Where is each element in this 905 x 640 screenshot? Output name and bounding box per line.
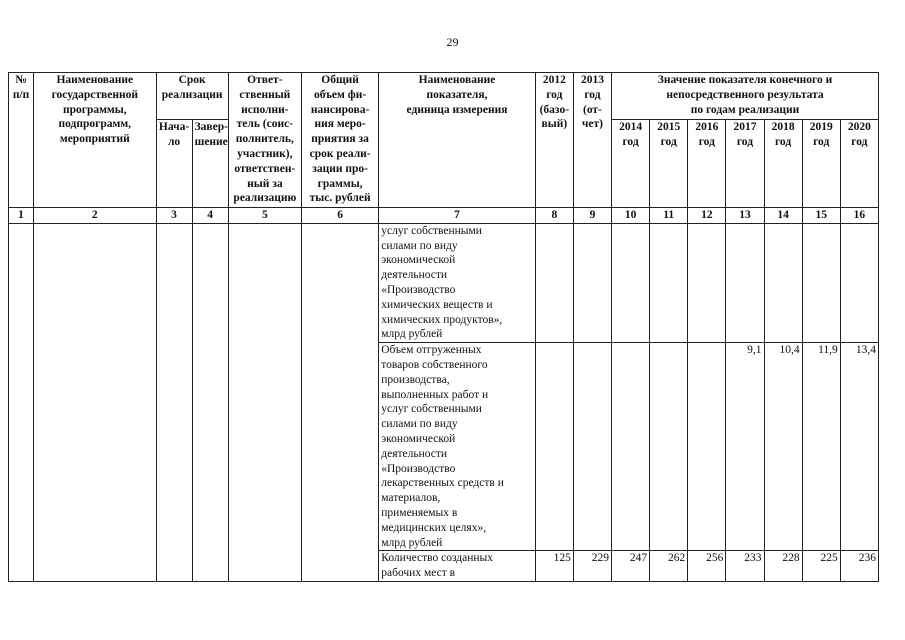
- column-number: 14: [764, 208, 802, 224]
- table-row: [9, 223, 879, 342]
- column-number: 9: [573, 208, 611, 224]
- cell-value-2012: 125: [535, 551, 573, 582]
- cell-indicator-name: Объем отгруженных товаров собственного производства, выполненных работ и услуг собственными силами по виду экономической деятельности «Производство лекарственных средств и материалов, применяемых в медицинских целях», млрд рублей: [379, 343, 536, 551]
- header-year-2019: 2019 год: [802, 120, 840, 208]
- cell-indicator-name: услуг собственными силами по виду экономической деятельности «Производство химических веществ и химических продуктов», млрд рублей: [379, 223, 536, 342]
- column-number-row: [9, 208, 879, 224]
- header-2012-base: 2012 год (базо- вый): [535, 73, 573, 208]
- cell-value-2020: [840, 223, 878, 342]
- header-row-number: № п/п: [9, 73, 34, 208]
- cell-value-2018: 228: [764, 551, 802, 582]
- cell-value-2012: [535, 223, 573, 342]
- cell-value-2013: [573, 223, 611, 342]
- header-period-start: Нача- ло: [156, 120, 192, 208]
- cell-value-2013: 229: [573, 551, 611, 582]
- column-number: 3: [156, 208, 192, 224]
- column-number: 2: [34, 208, 156, 224]
- cell-value-2014: [612, 223, 650, 342]
- column-number: 1: [9, 208, 34, 224]
- page-number: 29: [446, 35, 459, 49]
- column-number: 8: [535, 208, 573, 224]
- column-number: 12: [688, 208, 726, 224]
- cell-value-2016: 256: [688, 551, 726, 582]
- cell-value-2017: [726, 223, 764, 342]
- column-number: 13: [726, 208, 764, 224]
- column-number: 10: [612, 208, 650, 224]
- cell-value-2020: 236: [840, 551, 878, 582]
- column-number: 15: [802, 208, 840, 224]
- header-funding: Общий объем фи- нансирова- ния меро- приятия за срок реали- зации про- граммы, тыс. рублей: [301, 73, 378, 208]
- cell-funding: [301, 223, 378, 581]
- header-year-2015: 2015 год: [650, 120, 688, 208]
- cell-value-2013: [573, 343, 611, 551]
- cell-value-2019: [802, 223, 840, 342]
- header-year-2017: 2017 год: [726, 120, 764, 208]
- cell-value-2014: 247: [612, 551, 650, 582]
- cell-value-2018: 10,4: [764, 343, 802, 551]
- cell-value-2016: [688, 223, 726, 342]
- cell-value-2017: 9,1: [726, 343, 764, 551]
- cell-value-2016: [688, 343, 726, 551]
- header-program-name: Наименование государственной программы, подпрограмм, мероприятий: [34, 73, 156, 208]
- cell-indicator-name: Количество созданных рабочих мест в: [379, 551, 536, 582]
- cell-value-2019: 11,9: [802, 343, 840, 551]
- column-number: 16: [840, 208, 878, 224]
- cell-value-2020: 13,4: [840, 343, 878, 551]
- cell-value-2017: 233: [726, 551, 764, 582]
- cell-period-start: [156, 223, 192, 581]
- header-year-2018: 2018 год: [764, 120, 802, 208]
- cell-row-number: [9, 223, 34, 581]
- header-period: Срок реализации: [156, 73, 228, 120]
- column-number: 4: [192, 208, 228, 224]
- column-number: 11: [650, 208, 688, 224]
- cell-value-2018: [764, 223, 802, 342]
- cell-period-end: [192, 223, 228, 581]
- cell-value-2014: [612, 343, 650, 551]
- header-period-end: Завер- шение: [192, 120, 228, 208]
- cell-value-2015: 262: [650, 551, 688, 582]
- header-year-2014: 2014 год: [612, 120, 650, 208]
- header-year-2016: 2016 год: [688, 120, 726, 208]
- column-number: 5: [228, 208, 301, 224]
- header-responsible: Ответ- ственный исполни- тель (соис- полнитель, участник), ответствен- ный за реализацию: [228, 73, 301, 208]
- cell-value-2019: 225: [802, 551, 840, 582]
- header-indicator-name: Наименование показателя, единица измерения: [379, 73, 536, 208]
- header-2013-report: 2013 год (от- чет): [573, 73, 611, 208]
- cell-value-2015: [650, 223, 688, 342]
- cell-value-2015: [650, 343, 688, 551]
- indicator-table: [8, 72, 879, 582]
- cell-program-name: [34, 223, 156, 581]
- cell-value-2012: [535, 343, 573, 551]
- column-number: 6: [301, 208, 378, 224]
- column-number: 7: [379, 208, 536, 224]
- header-indicator-values: Значение показателя конечного и непосредственного результата по годам реализации: [612, 73, 879, 120]
- cell-responsible: [228, 223, 301, 581]
- header-year-2020: 2020 год: [840, 120, 878, 208]
